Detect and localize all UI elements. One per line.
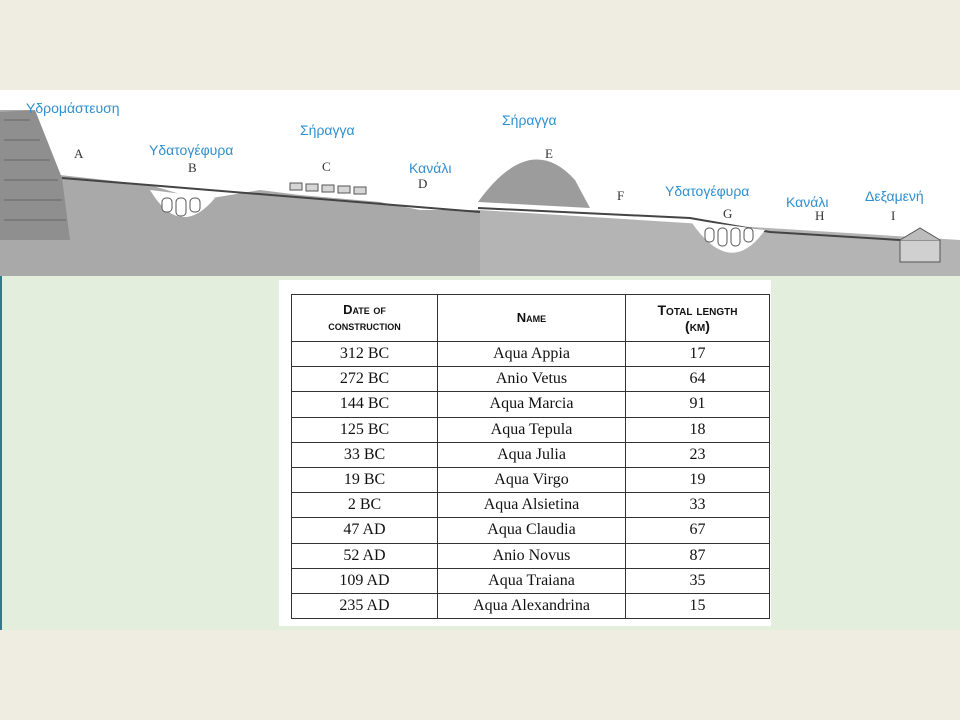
aqueduct-table-card: [279, 280, 771, 626]
cell-length: 35: [626, 568, 770, 593]
table-row: [292, 417, 770, 442]
table-row: [292, 518, 770, 543]
cell-date: 47 AD: [292, 518, 438, 543]
letter-d: D: [418, 176, 428, 191]
cell-name: Aqua Traiana: [438, 568, 626, 593]
cell-length: 15: [626, 594, 770, 619]
cell-date: 19 BC: [292, 468, 438, 493]
header-length: [626, 295, 770, 342]
cell-name: Aqua Claudia: [438, 518, 626, 543]
letter-c: C: [322, 159, 331, 174]
cell-name: Anio Novus: [438, 543, 626, 568]
cell-name: Aqua Alexandrina: [438, 594, 626, 619]
cell-name: Aqua Alsietina: [438, 493, 626, 518]
table-row: [292, 543, 770, 568]
label-channel-2: Κανάλι: [786, 194, 829, 210]
cell-length: 87: [626, 543, 770, 568]
aqueduct-profile-drawing: [0, 90, 960, 276]
cell-length: 64: [626, 367, 770, 392]
cell-length: 18: [626, 417, 770, 442]
aqueduct-diagram: [0, 90, 960, 276]
table-row: [292, 392, 770, 417]
table-row: [292, 367, 770, 392]
aqueduct-table: [291, 294, 770, 619]
cell-date: 109 AD: [292, 568, 438, 593]
cell-date: 272 BC: [292, 367, 438, 392]
cell-length: 67: [626, 518, 770, 543]
cell-date: 235 AD: [292, 594, 438, 619]
cell-date: 33 BC: [292, 442, 438, 467]
panel-edge-line: [0, 275, 2, 630]
cell-date: 2 BC: [292, 493, 438, 518]
label-tunnel-2: Σήραγγα: [502, 112, 557, 128]
cell-length: 33: [626, 493, 770, 518]
cell-name: Aqua Virgo: [438, 468, 626, 493]
letter-h: H: [815, 208, 825, 223]
label-source: Υδρομάστευση: [26, 100, 120, 116]
header-date-line1: Date of: [343, 302, 386, 317]
letter-g: G: [723, 206, 733, 221]
cell-length: 17: [626, 342, 770, 367]
label-bridge-2: Υδατογέφυρα: [665, 183, 750, 199]
cell-date: 125 BC: [292, 417, 438, 442]
cell-date: 52 AD: [292, 543, 438, 568]
header-date-line2: construction: [328, 318, 401, 333]
cell-name: Aqua Tepula: [438, 417, 626, 442]
cell-length: 19: [626, 468, 770, 493]
header-name: [438, 295, 626, 342]
cell-name: Aqua Appia: [438, 342, 626, 367]
letter-b: B: [188, 160, 197, 175]
table-body: [292, 342, 770, 619]
table-row: [292, 568, 770, 593]
cell-name: Aqua Marcia: [438, 392, 626, 417]
header-length-line1: Total length: [657, 302, 738, 318]
cell-name: Anio Vetus: [438, 367, 626, 392]
cell-date: 312 BC: [292, 342, 438, 367]
table-row: [292, 442, 770, 467]
header-name-label: Name: [516, 310, 547, 325]
label-channel-1: Κανάλι: [409, 160, 452, 176]
cell-date: 144 BC: [292, 392, 438, 417]
letter-e: E: [545, 146, 553, 161]
letter-a: A: [74, 146, 84, 161]
table-header-row: [292, 295, 770, 342]
cell-length: 23: [626, 442, 770, 467]
table-row: [292, 342, 770, 367]
label-bridge-1: Υδατογέφυρα: [149, 142, 234, 158]
header-date: [292, 295, 438, 342]
cell-length: 91: [626, 392, 770, 417]
letter-i: I: [891, 208, 896, 223]
letter-f: F: [617, 188, 625, 203]
table-row: [292, 493, 770, 518]
table-row: [292, 468, 770, 493]
label-reservoir: Δεξαμενή: [865, 188, 924, 204]
label-tunnel-1: Σήραγγα: [300, 122, 355, 138]
table-row: [292, 594, 770, 619]
cell-name: Aqua Julia: [438, 442, 626, 467]
header-length-line2: (km): [685, 318, 710, 334]
